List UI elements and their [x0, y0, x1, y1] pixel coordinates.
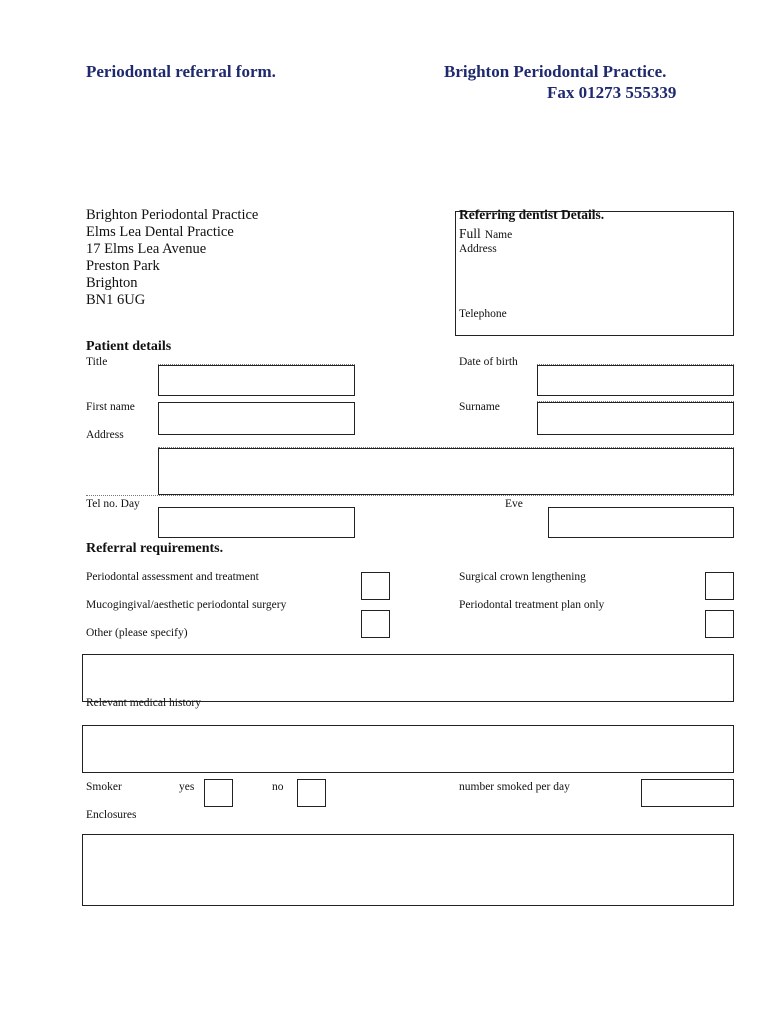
dentist-telephone-label: Telephone	[459, 308, 507, 320]
patient-address-input[interactable]	[158, 448, 734, 495]
dob-input[interactable]	[537, 365, 734, 396]
enclosures-label: Enclosures	[86, 809, 137, 821]
practice-fax: Fax 01273 555339	[547, 83, 677, 102]
smoker-no-checkbox[interactable]	[297, 779, 326, 807]
form-title: Periodontal referral form.	[86, 62, 276, 81]
other-label: Other (please specify)	[86, 627, 188, 639]
referral-heading: Referral requirements.	[86, 541, 224, 556]
medical-history-input[interactable]	[82, 725, 734, 773]
address-line: BN1 6UG	[86, 292, 146, 308]
medical-history-label: Relevant medical history	[86, 697, 201, 709]
smoker-yes-label: yes	[179, 781, 195, 793]
first-name-input[interactable]	[158, 402, 355, 435]
surgical-crown-checkbox[interactable]	[705, 572, 734, 600]
referring-dentist-heading: Referring dentist Details.	[459, 207, 605, 222]
mucogingival-checkbox[interactable]	[361, 610, 390, 638]
surname-input[interactable]	[537, 402, 734, 435]
mucogingival-label: Mucogingival/aesthetic periodontal surgery	[86, 599, 287, 611]
address-line: Brighton Periodontal Practice	[86, 207, 259, 223]
perio-assessment-checkbox[interactable]	[361, 572, 390, 600]
surgical-crown-label: Surgical crown lengthening	[459, 571, 586, 583]
patient-details-heading: Patient details	[86, 339, 172, 354]
practice-address	[86, 207, 258, 309]
dob-label: Date of birth	[459, 356, 518, 368]
full-label: Full	[459, 226, 481, 241]
tel-eve-input[interactable]	[548, 507, 734, 538]
surname-label: Surname	[459, 401, 500, 413]
smoker-no-label: no	[272, 781, 284, 793]
title-label: Title	[86, 356, 108, 368]
patient-address-label: Address	[86, 429, 124, 441]
smoker-yes-checkbox[interactable]	[204, 779, 233, 807]
tel-day-input[interactable]	[158, 507, 355, 538]
address-line: 17 Elms Lea Avenue	[86, 241, 207, 257]
perio-assessment-label: Periodontal assessment and treatment	[86, 571, 259, 583]
address-line: Brighton	[86, 275, 138, 291]
tel-eve-label: Eve	[505, 498, 523, 510]
smoker-label: Smoker	[86, 781, 122, 793]
per-day-label: number smoked per day	[459, 781, 570, 793]
name-label: Name	[484, 229, 513, 241]
title-input[interactable]	[158, 365, 355, 396]
first-name-label: First name	[86, 401, 135, 413]
practice-name: Brighton Periodontal Practice.	[444, 62, 667, 81]
address-line: Elms Lea Dental Practice	[86, 224, 234, 240]
tel-day-label: Tel no. Day	[86, 498, 140, 510]
treatment-plan-checkbox[interactable]	[705, 610, 734, 638]
address-line: Preston Park	[86, 258, 160, 274]
enclosures-input[interactable]	[82, 834, 734, 906]
other-input[interactable]	[82, 654, 734, 702]
dentist-address-label: Address	[459, 243, 497, 255]
full-name-label	[459, 225, 512, 243]
treatment-plan-label: Periodontal treatment plan only	[459, 599, 605, 611]
per-day-input[interactable]	[641, 779, 734, 807]
